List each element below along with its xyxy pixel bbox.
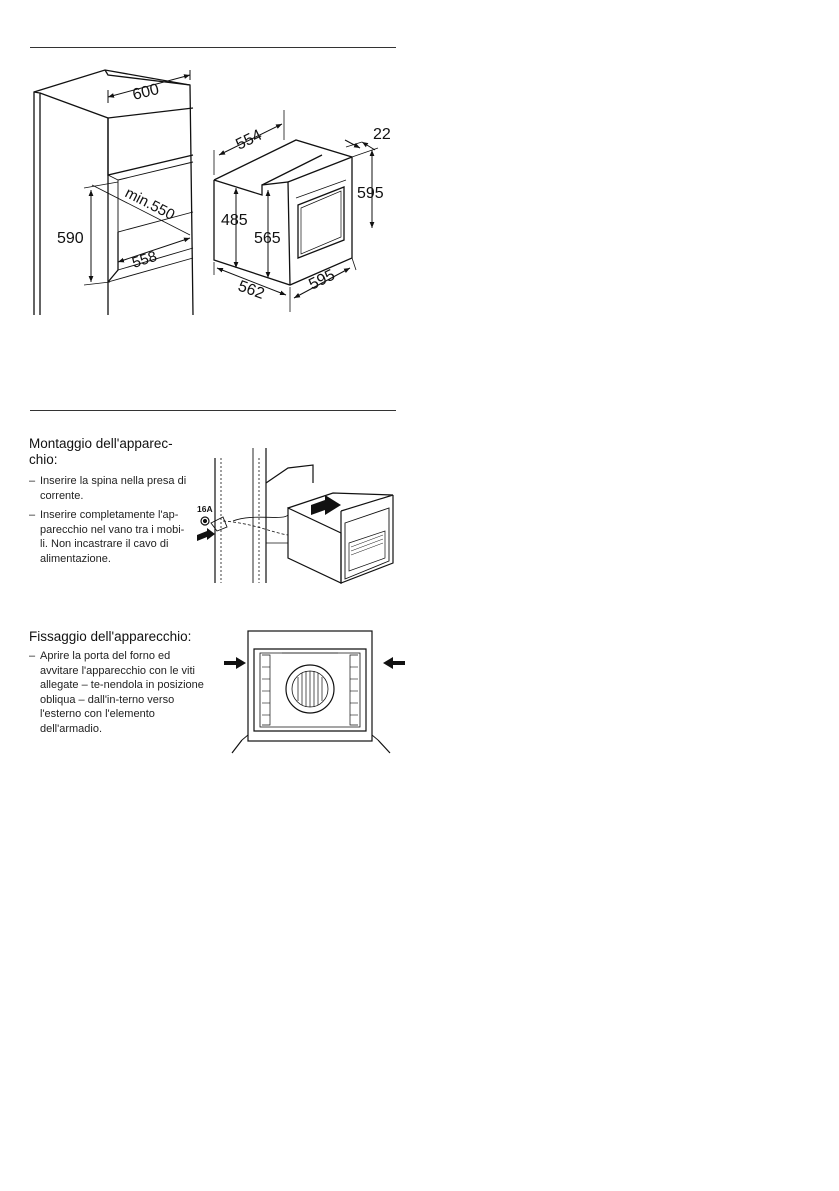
fixing-step: – Aprire la porta del forno ed avvitare l'apparecchio con le viti allegate – te-nendola in posizione obliqua – dall'in-terno verso l'esterno con l'elemento dell'armadio. [29, 650, 204, 735]
mounting-step: – Inserire la spina nella presa di corrente. [29, 475, 187, 502]
mounting-steps [29, 474, 189, 572]
dim-595-width: 595 [306, 266, 338, 294]
fixing-illustration [222, 627, 407, 755]
left-arrow-icon [224, 657, 246, 669]
right-arrow-icon [383, 657, 405, 669]
mounting-step: – Inserire completamente l'ap-parecchio nel vano tra i mobi-li. Non incastrare il cavo di alimentazione. [29, 509, 185, 565]
list-dash: – [29, 509, 36, 522]
dim-485: 485 [221, 212, 248, 229]
dim-595-height: 595 [357, 185, 384, 202]
dim-590: 590 [57, 230, 84, 247]
mounting-illustration [193, 443, 398, 588]
socket-label: 16A [197, 504, 213, 514]
fixing-steps [29, 649, 211, 742]
fixing-title: Fissaggio dell'apparecchio: [29, 629, 192, 644]
dimension-drawing [0, 60, 400, 340]
top-rule [30, 47, 396, 48]
mounting-title: Montaggio dell'apparec- chio: [29, 436, 173, 467]
list-dash: – [29, 475, 36, 487]
list-dash: – [29, 650, 36, 662]
dim-554: 554 [233, 126, 265, 154]
dim-22: 22 [373, 126, 391, 143]
dim-600: 600 [130, 80, 161, 104]
dim-558: 558 [129, 247, 160, 272]
dim-565: 565 [254, 230, 281, 247]
dim-562: 562 [235, 277, 267, 303]
middle-rule [30, 410, 396, 411]
cabinet-outline [34, 70, 193, 315]
dim-min550: min.550 [122, 184, 178, 224]
